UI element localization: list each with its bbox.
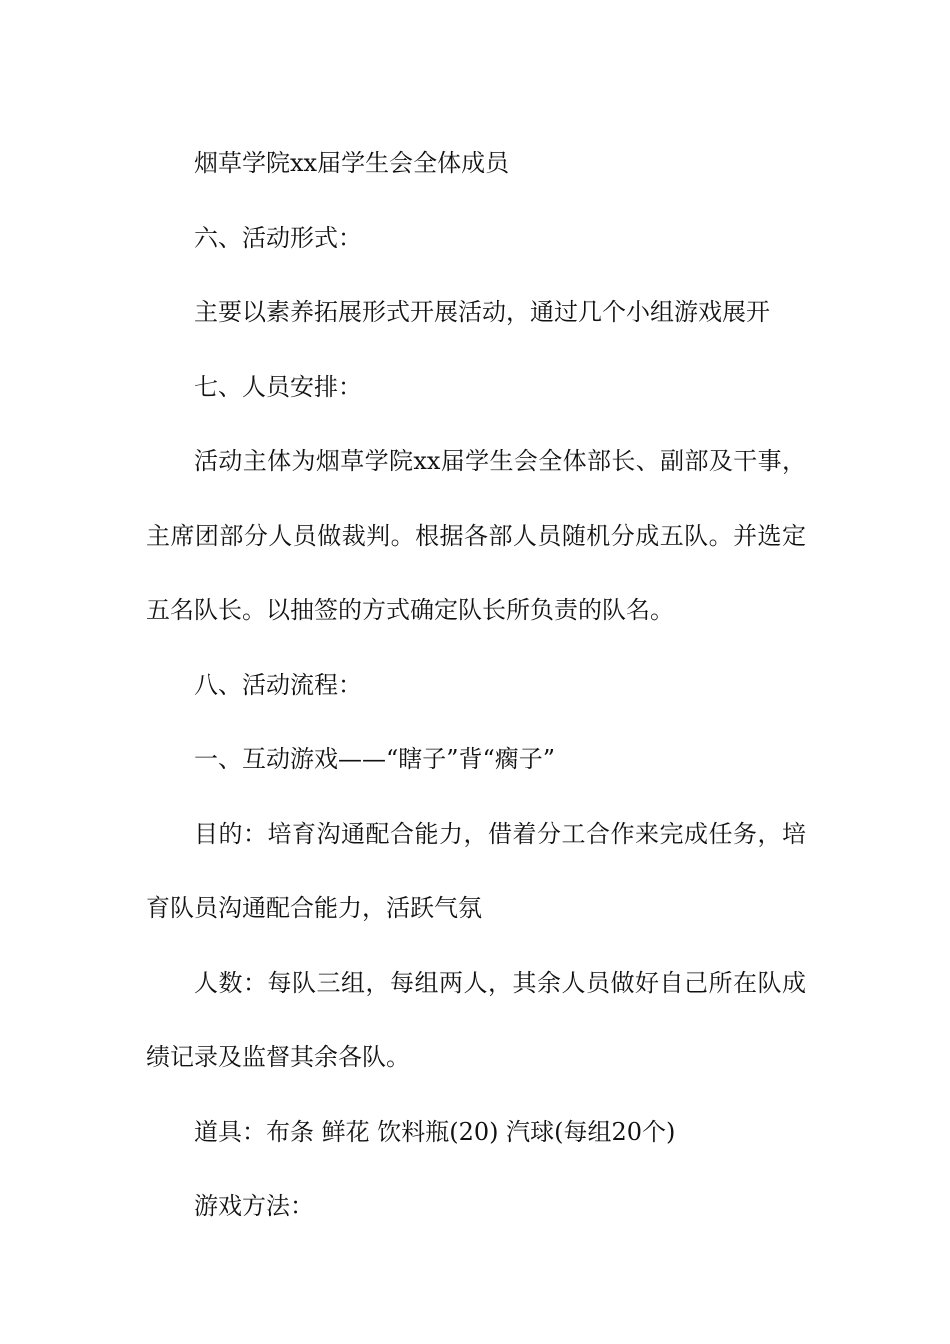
document-body (146, 126, 806, 1244)
paragraph-purpose: 目的：培育沟通配合能力，借着分工合作来完成任务，培育队员沟通配合能力，活跃气氛 (146, 819, 806, 922)
paragraph-staffing: 活动主体为烟草学院xx届学生会全体部长、副部及干事，主席团部分人员做裁判。根据各部人员随机分成五队。并选定五名队长。以抽签的方式确定队长所负责的队名。 (146, 447, 806, 624)
paragraph-game-method: 游戏方法： (194, 1192, 314, 1220)
paragraph-headcount: 人数：每队三组，每组两人，其余人员做好自己所在队成绩记录及监督其余各队。 (146, 968, 806, 1071)
paragraph-props: 道具：布条 鲜花 饮料瓶(20) 汽球(每组20个) (194, 1117, 676, 1146)
heading-game-one: 一、互动游戏——“瞎子”背“瘸子” (194, 745, 556, 773)
heading-staffing: 七、人员安排： (194, 372, 362, 401)
heading-activity-form: 六、活动形式： (194, 223, 362, 252)
paragraph-activity-form: 主要以素养拓展形式开展活动，通过几个小组游戏展开 (194, 298, 770, 326)
paragraph-attendees: 烟草学院xx届学生会全体成员 (194, 149, 510, 177)
heading-activity-flow: 八、活动流程： (194, 670, 362, 699)
